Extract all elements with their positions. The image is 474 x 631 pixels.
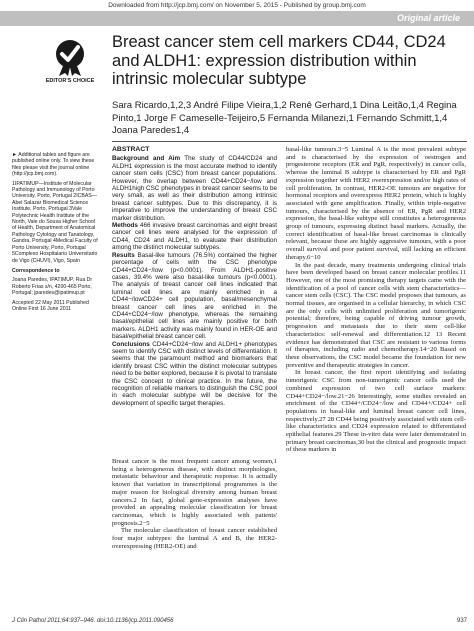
abstract-background-label: Background and Aim bbox=[112, 155, 181, 163]
body-paragraph: In breast cancer, the first report identifying and isolating tumorigenic CSC from non-tumorigenic cancer cells used the combined expression of two cell surface markers: CD44+CD24−/low.21−26 Interestingly, some studies revealed an enrichment of the CD44+/CD24−/low and CD44+/CD24+ cell populations in basal-like and luminal breast cancer cell lines, respectively.27 28 CD44 being positively associated with stem cell-like characteristics and CD24 expression related to differentiated epithelial features.29 These in-vitro data were later demonstrated in primary breast carcinomas,30 but the clinical and prognostic impact of these markers in bbox=[286, 369, 466, 454]
header-rule bbox=[112, 141, 467, 142]
publication-dates: Accepted 22 May 2011 Published Online First 16 June 2011 bbox=[12, 299, 89, 312]
abstract bbox=[112, 146, 277, 407]
affiliations: 1IPATIMUP—Institute of Molecular Pathology and Immunology of Porto University, Porto, Portugal 2ICBAS—Abel Salazar Biomedical Science Institute, Porto, Portugal 3Vale Polytechnic Health Institute of the North, Vale do Sousa Higher School of Health, Department of Anatomical Pathology Cytology and Tanatology, Gandra, Portugal 4Medical Faculty of Porto University, Porto, Portugal 5Complexo Hospitalario Universitario de Vigo (CHUVI), Vigo, Spain bbox=[12, 180, 98, 264]
abstract-methods bbox=[112, 222, 277, 252]
abstract-background bbox=[112, 155, 277, 222]
abstract-results-text: Basal-like tumours (76.5%) contained the higher percentage of cells with the CSC phenotype CD44+CD24−/low (p<0.0001). From ALDH1-positive cases, 39.4% were also basal-like tumours (p<0.0001). The analysis of breast cancer cell lines indicated that luminal cell lines are mainly enriched in a CD44−/lowCD24+ cell population, basal/mesenchymal breast cancer cell lines are enriched in the CD44+CD24−/low phenotype, whereas the remaining basal/epithelial cell lines are mainly positive for both markers. ALDH1 activity was mainly found in HER-OE and basal/epithelial breast cancer cell. bbox=[112, 251, 277, 341]
body-paragraph: Breast cancer is the most frequent cancer among women,1 being a heterogeneous disease, with distinct morphologies, metastatic behaviour and therapeutic response. It is actually known that variation in transcriptional programmes is the major reason for biological diversity among human breast cancers.2 In fact, global gene-expression analyses have provided an appealing molecular classification for breast carcinomas, which is highly associated with patients' prognosis.2−5 bbox=[112, 458, 277, 527]
abstract-results-label: Results bbox=[112, 251, 135, 259]
editors-choice-badge-icon bbox=[55, 36, 85, 76]
abstract-results bbox=[112, 252, 277, 341]
supplementary-note: ► Additional tables and figure are published online only. To view these files please visit the journal online (http://jcp.bmj.com). bbox=[12, 152, 95, 178]
abstract-methods-label: Methods bbox=[112, 222, 138, 230]
abstract-conclusions bbox=[112, 341, 277, 408]
abstract-background-text: The study of CD44/CD24 and ALDH1 expression is the most accurate method to identify cancer stem cells (CSC) from breast cancer populations. However, the overlap between CD44+CD24−/low and ALDH1high CSC phenotypes in breast cancer seems to be very small, as well as their distribution among intrinsic breast cancer subtypes. Due to this discrepancy, it is imperative to improve the understanding of breast CSC marker distribution. bbox=[112, 155, 277, 222]
correspondence-address: Joana Paredes, IPATIMUP, Rua Dr Roberto Frias s/n, 4200-465 Porto, Portugal; jparedes@ipatimup.pt bbox=[12, 277, 93, 297]
body-paragraph: The molecular classification of breast cancer established four major subtypes: the luminal A and B, the HER2-overexpressing (HER2-OE) and bbox=[112, 527, 277, 550]
abstract-heading: ABSTRACT bbox=[112, 146, 150, 153]
article-title: Breast cancer stem cell markers CD44, CD24 and ALDH1: expression distribution within intrinsic molecular subtype bbox=[112, 33, 446, 88]
body-paragraph: basal-like tumours.3−5 Luminal A is the most prevalent subtype and is characterised by the expression of oestrogen and progesterone receptors (ER and PgR, respectively) in cancer cells, whereas the luminal B subtype is characterised by ER and PgR expression together with HER2 overexpression and/or high rates of cell proliferation. In contrast, HER2-OE tumours are negative for hormonal receptors and overexpress HER2 protein, which is highly associated with gene amplification. Finally, within triple-negative tumours, characterised by the absence of ER, PgR and HER2 expression, the basal-like subtype still constitutes a heterogeneous group of tumours, expressing distinct basal markers. Actually, the correct identification of basal-like breast carcinomas is clinically relevant, because these are highly aggressive tumours, with a poor overall survival and poor patient survival, still lacking an efficient therapy.6−10 bbox=[286, 146, 466, 261]
body-column-left bbox=[112, 458, 277, 550]
abstract-conclusions-text: CD44+CD24−/low and ALDH1+ phenotypes seem to identify CSC with distinct levels of differentiation. It seems that the paramount method and biomarkers that identify breast CSC within the distinct molecular subtypes need to be better explored, because it is pivotal to translate the CSC concept to clinical practice. In the future, the recognition of reliable markers to distinguish the CSC pool in each molecular subtype will be decisive for the development of specific target therapies. bbox=[112, 340, 277, 407]
badge-label: EDITOR'S CHOICE bbox=[45, 78, 95, 84]
body-paragraph: In the past decade, many treatments undergoing clinical trials have been developed based on breast cancer molecular profiles.11 However, one of the most promising therapy targets came with the identification of a pool of cancer cells with stem characteristics—cancer stem cells (CSC). The CSC model proposes that tumours, as normal tissues, are organised in a cellular hierarchy, in which CSC are the only cells with unlimited proliferation and tumorigenic potential; therefore, being capable of driving tumour growth, progression and metastasis due to their stem cell-like characteristics: self-renewal and differentiation.12 13 Recent evidence has demonstrated that CSC are resistant to various forms of therapies, including radio and chemotherapy.14−20 Based on these observations, the CSC model became the foundation for new preventive and therapeutic strategies in cancer. bbox=[286, 261, 466, 369]
section-label: Original article bbox=[396, 13, 460, 23]
correspondence-heading: Correspondence to bbox=[12, 267, 60, 274]
body-column-right bbox=[286, 146, 466, 454]
citation-line: J Clin Pathol 2011;64:937–946. doi:10.1136/jcp.2011.090456 bbox=[12, 618, 174, 624]
download-banner: Downloaded from http://jcp.bmj.com/ on November 5, 2015 - Published by group.bmj.com bbox=[108, 2, 366, 9]
page-number: 937 bbox=[456, 618, 467, 624]
article-sidebar bbox=[12, 152, 100, 315]
abstract-conclusions-label: Conclusions bbox=[112, 340, 150, 348]
author-list: Sara Ricardo,1,2,3 André Filipe Vieira,1,2 Renê Gerhard,1 Dina Leitão,1,4 Regina Pinto,1 Jorge F Cameselle-Teijeiro,5 Fernanda Milanezi,1 Fernando Schmitt,1,4 Joana Paredes1,4 bbox=[112, 100, 457, 136]
page-footer bbox=[12, 618, 467, 628]
abstract-methods-text: 466 invasive breast carcinomas and eight breast cancer cell lines were analysed for the expression of CD44, CD24 and ALDH1, to evaluate their distribution among the distinct molecular subtypes. bbox=[112, 222, 277, 252]
